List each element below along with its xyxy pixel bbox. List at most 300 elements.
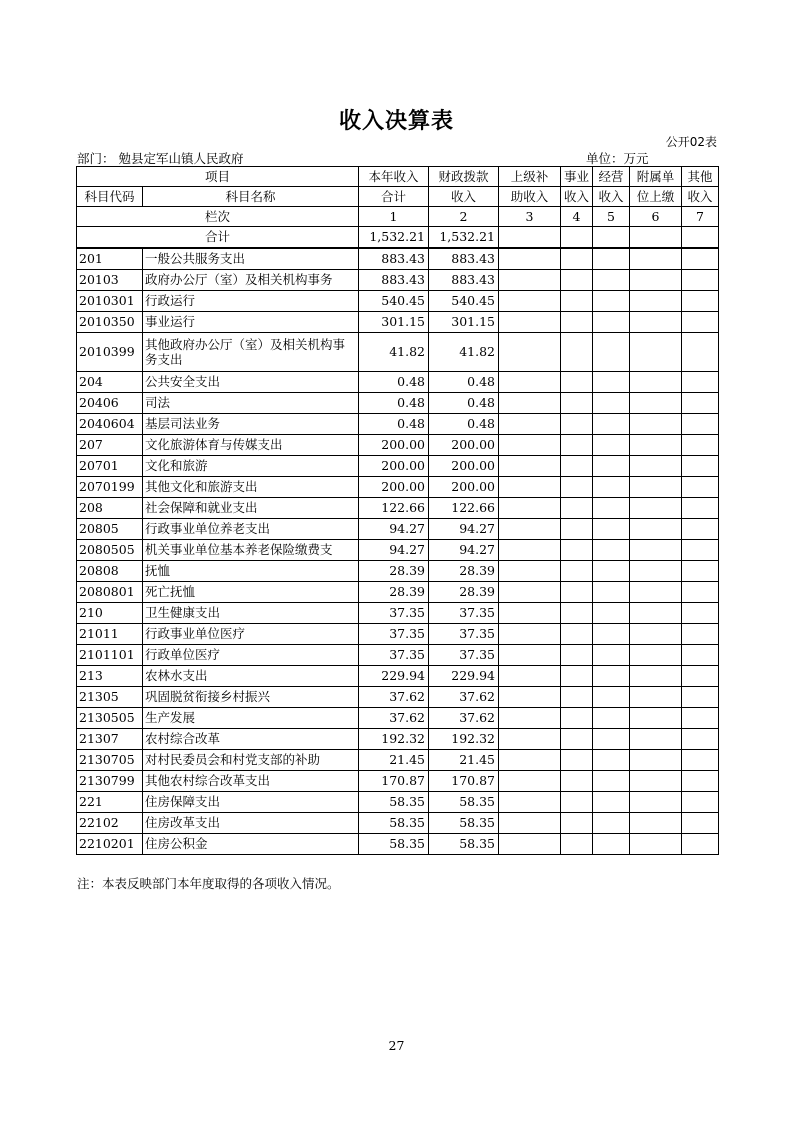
row-income-total: 94.27 [359, 540, 429, 561]
row-code: 2010399 [77, 333, 143, 372]
row-code: 210 [77, 603, 143, 624]
row-name: 死亡抚恤 [143, 582, 359, 603]
row-empty-cell [630, 270, 682, 291]
row-empty-cell [630, 519, 682, 540]
row-empty-cell [499, 333, 561, 372]
row-empty-cell [499, 645, 561, 666]
row-name: 政府办公厅（室）及相关机构事务 [143, 270, 359, 291]
row-income-total: 883.43 [359, 270, 429, 291]
total-income: 1,532.21 [359, 227, 429, 249]
row-name: 其他文化和旅游支出 [143, 477, 359, 498]
row-empty-cell [499, 582, 561, 603]
table-row [77, 582, 719, 603]
row-income-total: 37.35 [359, 624, 429, 645]
row-fiscal-income: 301.15 [429, 312, 499, 333]
row-empty-cell [499, 519, 561, 540]
row-empty-cell [593, 456, 630, 477]
row-empty-cell [682, 498, 719, 519]
col-number-7: 7 [682, 207, 719, 227]
row-empty-cell [630, 687, 682, 708]
row-code: 208 [77, 498, 143, 519]
row-empty-cell [499, 435, 561, 456]
row-empty-cell [561, 540, 593, 561]
row-name: 生产发展 [143, 708, 359, 729]
row-empty-cell [593, 248, 630, 270]
row-name: 行政事业单位养老支出 [143, 519, 359, 540]
table-row [77, 687, 719, 708]
row-empty-cell [593, 477, 630, 498]
row-income-total: 200.00 [359, 435, 429, 456]
income-table [76, 166, 719, 855]
row-fiscal-income: 21.45 [429, 750, 499, 771]
row-code: 2070199 [77, 477, 143, 498]
row-empty-cell [561, 435, 593, 456]
row-empty-cell [593, 750, 630, 771]
row-code: 2130505 [77, 708, 143, 729]
row-empty-cell [499, 834, 561, 855]
row-empty-cell [499, 603, 561, 624]
row-empty-cell [630, 291, 682, 312]
header-col6b: 位上缴 [630, 187, 682, 207]
row-name: 文化旅游体育与传媒支出 [143, 435, 359, 456]
row-name: 社会保障和就业支出 [143, 498, 359, 519]
row-empty-cell [499, 393, 561, 414]
page-number: 27 [388, 1038, 405, 1053]
row-fiscal-income: 94.27 [429, 540, 499, 561]
row-empty-cell [682, 582, 719, 603]
row-empty-cell [561, 645, 593, 666]
row-empty-cell [499, 729, 561, 750]
row-fiscal-income: 883.43 [429, 270, 499, 291]
row-income-total: 58.35 [359, 813, 429, 834]
row-income-total: 37.62 [359, 687, 429, 708]
row-empty-cell [499, 312, 561, 333]
row-empty-cell [593, 708, 630, 729]
row-name: 对村民委员会和村党支部的补助 [143, 750, 359, 771]
row-empty-cell [561, 666, 593, 687]
row-empty-cell [593, 414, 630, 435]
row-code: 2130799 [77, 771, 143, 792]
row-income-total: 28.39 [359, 561, 429, 582]
row-code: 20805 [77, 519, 143, 540]
row-empty-cell [561, 771, 593, 792]
row-fiscal-income: 200.00 [429, 456, 499, 477]
row-income-total: 170.87 [359, 771, 429, 792]
table-row [77, 708, 719, 729]
row-empty-cell [682, 270, 719, 291]
row-fiscal-income: 229.94 [429, 666, 499, 687]
row-empty-cell [682, 414, 719, 435]
row-empty-cell [682, 624, 719, 645]
row-empty-cell [593, 270, 630, 291]
row-income-total: 41.82 [359, 333, 429, 372]
row-empty-cell [593, 519, 630, 540]
row-empty-cell [682, 792, 719, 813]
row-name: 文化和旅游 [143, 456, 359, 477]
row-empty-cell [682, 771, 719, 792]
row-income-total: 301.15 [359, 312, 429, 333]
row-name: 一般公共服务支出 [143, 248, 359, 270]
row-empty-cell [561, 582, 593, 603]
row-empty-cell [682, 708, 719, 729]
row-empty-cell [682, 312, 719, 333]
row-empty-cell [593, 291, 630, 312]
row-empty-cell [499, 477, 561, 498]
row-empty-cell [682, 435, 719, 456]
row-fiscal-income: 58.35 [429, 813, 499, 834]
row-empty-cell [593, 435, 630, 456]
row-name: 机关事业单位基本养老保险缴费支 [143, 540, 359, 561]
table-row [77, 372, 719, 393]
row-empty-cell [682, 750, 719, 771]
row-empty-cell [561, 603, 593, 624]
row-name: 基层司法业务 [143, 414, 359, 435]
row-fiscal-income: 0.48 [429, 393, 499, 414]
row-code: 201 [77, 248, 143, 270]
row-income-total: 200.00 [359, 456, 429, 477]
row-empty-cell [561, 561, 593, 582]
row-name: 住房保障支出 [143, 792, 359, 813]
row-empty-cell [499, 708, 561, 729]
col-number-2: 2 [429, 207, 499, 227]
row-name: 其他农村综合改革支出 [143, 771, 359, 792]
row-empty-cell [630, 312, 682, 333]
row-code: 207 [77, 435, 143, 456]
row-name: 抚恤 [143, 561, 359, 582]
col-number-6: 6 [630, 207, 682, 227]
row-fiscal-income: 41.82 [429, 333, 499, 372]
row-empty-cell [682, 561, 719, 582]
row-empty-cell [561, 456, 593, 477]
row-empty-cell [499, 248, 561, 270]
row-empty-cell [630, 248, 682, 270]
row-empty-cell [630, 498, 682, 519]
table-row [77, 540, 719, 561]
row-empty-cell [630, 645, 682, 666]
row-empty-cell [499, 687, 561, 708]
row-empty-cell [630, 435, 682, 456]
row-fiscal-income: 0.48 [429, 372, 499, 393]
row-fiscal-income: 58.35 [429, 834, 499, 855]
row-empty-cell [561, 333, 593, 372]
row-empty-cell [593, 561, 630, 582]
row-empty-cell [630, 582, 682, 603]
row-empty-cell [630, 414, 682, 435]
row-name: 行政运行 [143, 291, 359, 312]
row-empty-cell [593, 834, 630, 855]
header-col7a: 其他 [682, 167, 719, 187]
row-income-total: 0.48 [359, 372, 429, 393]
row-empty-cell [499, 414, 561, 435]
row-fiscal-income: 883.43 [429, 248, 499, 270]
table-row [77, 771, 719, 792]
row-empty-cell [499, 291, 561, 312]
row-code: 22102 [77, 813, 143, 834]
row-empty-cell [630, 666, 682, 687]
row-name: 事业运行 [143, 312, 359, 333]
row-name: 行政单位医疗 [143, 645, 359, 666]
row-income-total: 192.32 [359, 729, 429, 750]
row-empty-cell [682, 645, 719, 666]
row-code: 221 [77, 792, 143, 813]
row-name: 行政事业单位医疗 [143, 624, 359, 645]
row-fiscal-income: 540.45 [429, 291, 499, 312]
row-empty-cell [593, 393, 630, 414]
row-empty-cell [630, 393, 682, 414]
row-empty-cell [682, 519, 719, 540]
row-name: 司法 [143, 393, 359, 414]
row-income-total: 0.48 [359, 393, 429, 414]
row-fiscal-income: 28.39 [429, 561, 499, 582]
col-number-1: 1 [359, 207, 429, 227]
unit-label: 单位：万元 [586, 151, 649, 166]
row-empty-cell [561, 393, 593, 414]
table-note: 注：本表反映部门本年度取得的各项收入情况。 [77, 876, 340, 891]
table-row [77, 270, 719, 291]
row-code: 2101101 [77, 645, 143, 666]
row-empty-cell [561, 372, 593, 393]
row-code: 2130705 [77, 750, 143, 771]
row-code: 204 [77, 372, 143, 393]
row-empty-cell [593, 498, 630, 519]
row-fiscal-income: 28.39 [429, 582, 499, 603]
row-code: 20406 [77, 393, 143, 414]
row-empty-cell [593, 372, 630, 393]
row-name: 住房公积金 [143, 834, 359, 855]
table-row [77, 498, 719, 519]
row-empty-cell [561, 687, 593, 708]
row-name: 住房改革支出 [143, 813, 359, 834]
row-empty-cell [499, 666, 561, 687]
row-empty-cell [499, 561, 561, 582]
row-empty-cell [630, 477, 682, 498]
row-income-total: 94.27 [359, 519, 429, 540]
table-row [77, 561, 719, 582]
row-fiscal-income: 0.48 [429, 414, 499, 435]
header-project: 项目 [77, 167, 359, 187]
row-name: 农林水支出 [143, 666, 359, 687]
row-empty-cell [682, 291, 719, 312]
row-empty-cell [630, 750, 682, 771]
row-empty-cell [561, 291, 593, 312]
row-empty-cell [630, 372, 682, 393]
row-empty-cell [499, 456, 561, 477]
row-empty-cell [682, 666, 719, 687]
row-empty-cell [593, 312, 630, 333]
row-empty-cell [593, 603, 630, 624]
col-number-3: 3 [499, 207, 561, 227]
row-empty-cell [682, 729, 719, 750]
row-name: 巩固脱贫衔接乡村振兴 [143, 687, 359, 708]
header-col4a: 事业 [561, 167, 593, 187]
row-empty-cell [561, 708, 593, 729]
row-fiscal-income: 200.00 [429, 477, 499, 498]
row-income-total: 229.94 [359, 666, 429, 687]
row-empty-cell [593, 813, 630, 834]
row-empty-cell [499, 498, 561, 519]
row-income-total: 37.35 [359, 645, 429, 666]
table-row [77, 813, 719, 834]
table-row [77, 519, 719, 540]
header-code: 科目代码 [77, 187, 143, 207]
row-name: 其他政府办公厅（室）及相关机构事务支出 [143, 333, 359, 372]
row-empty-cell [630, 333, 682, 372]
row-empty-cell [499, 372, 561, 393]
row-empty-cell [561, 477, 593, 498]
row-code: 20701 [77, 456, 143, 477]
header-col7b: 收入 [682, 187, 719, 207]
department-label: 部门： 勉县定军山镇人民政府 [77, 151, 244, 166]
header-col5a: 经营 [593, 167, 630, 187]
row-empty-cell [561, 519, 593, 540]
form-code: 公开02表 [665, 135, 717, 149]
row-empty-cell [499, 813, 561, 834]
row-code: 2040604 [77, 414, 143, 435]
col-number-4: 4 [561, 207, 593, 227]
row-empty-cell [682, 603, 719, 624]
row-code: 2010301 [77, 291, 143, 312]
row-empty-cell [499, 270, 561, 291]
row-empty-cell [593, 540, 630, 561]
row-empty-cell [499, 624, 561, 645]
row-empty-cell [630, 834, 682, 855]
row-empty-cell [630, 624, 682, 645]
row-name: 农村综合改革 [143, 729, 359, 750]
table-row [77, 435, 719, 456]
row-income-total: 37.62 [359, 708, 429, 729]
row-empty-cell [630, 792, 682, 813]
row-empty-cell [561, 270, 593, 291]
row-fiscal-income: 37.35 [429, 603, 499, 624]
row-empty-cell [682, 456, 719, 477]
row-empty-cell [682, 477, 719, 498]
row-income-total: 58.35 [359, 834, 429, 855]
row-income-total: 37.35 [359, 603, 429, 624]
row-fiscal-income: 37.62 [429, 708, 499, 729]
row-empty-cell [630, 729, 682, 750]
row-empty-cell [561, 624, 593, 645]
table-row [77, 603, 719, 624]
row-income-total: 122.66 [359, 498, 429, 519]
row-empty-cell [630, 561, 682, 582]
page-title: 收入决算表 [338, 109, 454, 134]
total-label: 合计 [77, 227, 359, 249]
table-row [77, 456, 719, 477]
row-code: 2080801 [77, 582, 143, 603]
table-row [77, 414, 719, 435]
row-income-total: 21.45 [359, 750, 429, 771]
header-col1a: 本年收入 [359, 167, 429, 187]
table-row [77, 333, 719, 372]
row-income-total: 200.00 [359, 477, 429, 498]
row-empty-cell [593, 687, 630, 708]
row-empty-cell [593, 771, 630, 792]
row-code: 2010350 [77, 312, 143, 333]
table-row [77, 834, 719, 855]
row-empty-cell [561, 248, 593, 270]
row-code: 20808 [77, 561, 143, 582]
header-name: 科目名称 [143, 187, 359, 207]
row-empty-cell [593, 645, 630, 666]
row-income-total: 28.39 [359, 582, 429, 603]
row-code: 20103 [77, 270, 143, 291]
row-empty-cell [499, 792, 561, 813]
row-code: 2080505 [77, 540, 143, 561]
row-name: 公共安全支出 [143, 372, 359, 393]
row-fiscal-income: 58.35 [429, 792, 499, 813]
header-col4b: 收入 [561, 187, 593, 207]
row-fiscal-income: 170.87 [429, 771, 499, 792]
row-code: 21307 [77, 729, 143, 750]
row-fiscal-income: 192.32 [429, 729, 499, 750]
row-empty-cell [630, 603, 682, 624]
row-empty-cell [593, 729, 630, 750]
row-empty-cell [630, 708, 682, 729]
row-empty-cell [682, 393, 719, 414]
table-row [77, 792, 719, 813]
row-income-total: 0.48 [359, 414, 429, 435]
row-empty-cell [561, 813, 593, 834]
table-row [77, 291, 719, 312]
row-empty-cell [561, 498, 593, 519]
table-row [77, 248, 719, 270]
table-row [77, 393, 719, 414]
row-empty-cell [630, 456, 682, 477]
row-empty-cell [593, 792, 630, 813]
row-empty-cell [593, 666, 630, 687]
row-empty-cell [561, 750, 593, 771]
row-empty-cell [630, 813, 682, 834]
row-empty-cell [682, 540, 719, 561]
row-empty-cell [682, 333, 719, 372]
row-fiscal-income: 200.00 [429, 435, 499, 456]
table-row [77, 645, 719, 666]
row-code: 2210201 [77, 834, 143, 855]
header-col5b: 收入 [593, 187, 630, 207]
row-empty-cell [561, 729, 593, 750]
row-income-total: 58.35 [359, 792, 429, 813]
row-empty-cell [593, 333, 630, 372]
header-col6a: 附属单 [630, 167, 682, 187]
row-empty-cell [630, 771, 682, 792]
row-empty-cell [593, 624, 630, 645]
row-empty-cell [561, 792, 593, 813]
row-fiscal-income: 122.66 [429, 498, 499, 519]
header-lanci: 栏次 [77, 207, 359, 227]
row-empty-cell [682, 813, 719, 834]
row-empty-cell [561, 834, 593, 855]
row-empty-cell [499, 771, 561, 792]
row-fiscal-income: 37.62 [429, 687, 499, 708]
row-empty-cell [593, 582, 630, 603]
row-empty-cell [682, 687, 719, 708]
table-row [77, 477, 719, 498]
table-row [77, 624, 719, 645]
row-fiscal-income: 37.35 [429, 624, 499, 645]
row-empty-cell [682, 372, 719, 393]
header-col3b: 助收入 [499, 187, 561, 207]
row-empty-cell [561, 312, 593, 333]
table-row [77, 729, 719, 750]
total-fiscal: 1,532.21 [429, 227, 499, 249]
header-col2a: 财政拨款 [429, 167, 499, 187]
row-income-total: 883.43 [359, 248, 429, 270]
col-number-5: 5 [593, 207, 630, 227]
row-name: 卫生健康支出 [143, 603, 359, 624]
row-empty-cell [499, 540, 561, 561]
header-col1b: 合计 [359, 187, 429, 207]
row-code: 213 [77, 666, 143, 687]
